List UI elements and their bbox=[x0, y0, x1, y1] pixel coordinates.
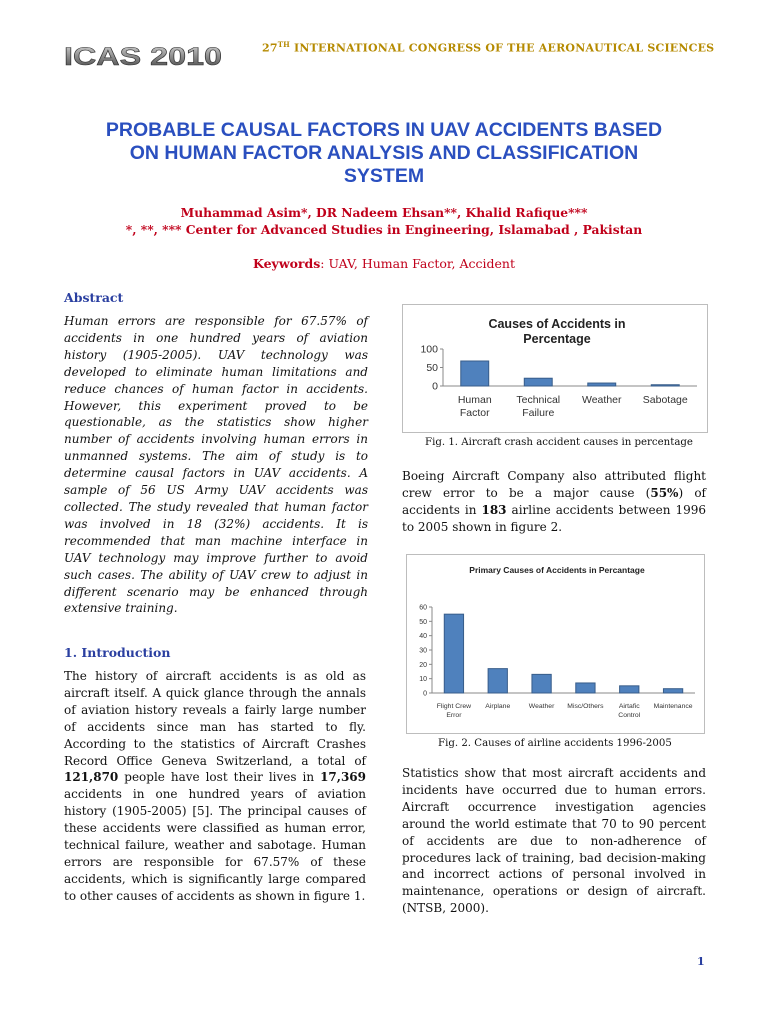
fig1-category-label: Technical bbox=[516, 394, 561, 406]
figure-2-caption: Fig. 2. Causes of airline accidents 1996-2005 bbox=[438, 738, 672, 749]
fig2-bar bbox=[532, 674, 551, 693]
fig2-category-label: Weather bbox=[528, 703, 555, 710]
fig1-bar bbox=[524, 378, 552, 386]
affiliation: *, **, *** Center for Advanced Studies in Engineering, Islamabad , Pakistan bbox=[125, 222, 643, 237]
fig1-bar bbox=[651, 385, 679, 386]
intro-text-2: people have lost their lives in bbox=[118, 770, 321, 785]
fig2-bar bbox=[444, 614, 463, 693]
fig2-y-tick-label: 10 bbox=[419, 676, 427, 684]
fig1-category-label: Failure bbox=[522, 407, 555, 419]
fig2-y-tick-label: 20 bbox=[419, 661, 427, 669]
fig2-y-tick-label: 60 bbox=[419, 604, 427, 612]
abstract-heading: Abstract bbox=[64, 290, 124, 305]
fig2-category-label: Maintenance bbox=[653, 703, 693, 710]
statistics-paragraph: Statistics show that most aircraft accidents and incidents have occurred due to human errors. Aircraft occurrence investigation agencies around the world estimate that 70 to 90 percent of accidents are due to non-adherence of procedures lack of training, bad decision-making and incorrect actions of personal involved in maintenance, operations or design of aircraft. (NTSB, 2000). bbox=[402, 766, 706, 916]
page-number: 1 bbox=[697, 955, 705, 968]
fig2-bar bbox=[576, 683, 595, 693]
boeing-paragraph bbox=[402, 468, 706, 536]
fig2-y-tick-label: 30 bbox=[419, 647, 427, 655]
fig2-category-label: Flight Crew bbox=[436, 703, 472, 710]
icas-logo bbox=[64, 44, 224, 68]
fig2-bar bbox=[663, 689, 682, 693]
figure-1-chart bbox=[402, 304, 708, 433]
fig1-category-label: Human bbox=[457, 394, 492, 406]
fig2-category-label: Misc/Others bbox=[567, 703, 604, 710]
fig1-bar bbox=[461, 361, 489, 386]
conference-name bbox=[262, 40, 714, 55]
paper-title bbox=[40, 119, 728, 188]
paper-title-line-2: ON HUMAN FACTOR ANALYSIS AND CLASSIFICATION bbox=[129, 142, 639, 164]
conference-title: INTERNATIONAL CONGRESS OF THE AERONAUTICAL SCIENCES bbox=[289, 41, 715, 55]
fig2-category-label: Control bbox=[618, 712, 641, 719]
fig1-category-label: Factor bbox=[459, 407, 490, 419]
paper-title-line-3: SYSTEM bbox=[343, 165, 425, 187]
fig1-y-tick-label: 0 bbox=[432, 380, 438, 393]
keywords-value: : UAV, Human Factor, Accident bbox=[320, 256, 515, 271]
logo-text: ICAS 2010 bbox=[64, 44, 222, 68]
figure-2-chart bbox=[406, 554, 705, 734]
fig2-bar bbox=[620, 686, 639, 693]
paper-title-line-1: PROBABLE CAUSAL FACTORS IN UAV ACCIDENTS BASED bbox=[105, 119, 663, 141]
fig2-y-tick-label: 40 bbox=[419, 633, 427, 641]
intro-accidents-count: 17,369 bbox=[320, 770, 366, 785]
fig2-bar bbox=[488, 669, 507, 693]
boeing-text-1: Boeing Aircraft Company also attributed flight crew error to be a major cause ( bbox=[402, 469, 706, 500]
intro-text-1: The history of aircraft accidents is as old as aircraft itself. A quick glance through the annals of aviation history reveals a fairly large number of accidents since man has started to fly. According to the statistics of Aircraft Crashes Record Office Geneva Switzerland, a total of bbox=[64, 669, 366, 768]
boeing-text-2: ) of accidents in bbox=[402, 485, 706, 517]
keywords-label: Keywords bbox=[253, 256, 321, 271]
fig2-title-line: Primary Causes of Accidents in Percantage bbox=[469, 565, 645, 575]
boeing-text-3: airline accidents between 1996 to 2005 shown in figure 2. bbox=[402, 502, 707, 534]
boeing-accident-count: 183 bbox=[481, 502, 507, 517]
conference-ordinal-suffix: TH bbox=[277, 40, 290, 49]
abstract-text: Human errors are responsible for 67.57% of accidents in one hundred years of aviation history (1905-2005). UAV technology was developed to eliminate human limitations and reduce chances of human factor in accidents. However, this experiment proved to be questionable, as the statistics show higher number of accidents involving human errors in unmanned systems. The aim of study is to determine causal factors in UAV accidents. A sample of 56 US Army UAV accidents was collected. The study revealed that human factor was involved in 18 (32%) accidents. It is recommended that man machine interface in UAV technology may improve further to avoid such cases. The ability of UAV crew to adjust in different scenario may be enhanced through extensive training. bbox=[64, 314, 368, 616]
fig2-category-label: Airtafic bbox=[618, 703, 640, 710]
fig1-title-line: Percentage bbox=[523, 332, 591, 346]
keywords bbox=[40, 256, 728, 271]
fig2-category-label: Error bbox=[446, 712, 462, 719]
fig1-category-label: Sabotage bbox=[642, 394, 688, 406]
intro-deaths-count: 121,870 bbox=[64, 770, 119, 785]
authors: Muhammad Asim*, DR Nadeem Ehsan**, Khalid Rafique*** bbox=[180, 205, 588, 220]
fig2-category-label: Airplane bbox=[485, 703, 511, 710]
introduction-paragraph bbox=[64, 668, 366, 905]
fig1-title-line: Causes of Accidents in bbox=[488, 317, 626, 331]
intro-text-3: accidents in one hundred years of aviation history (1905-2005) [5]. The principal causes of these accidents were classified as human error, technical failure, weather and sabotage. Human errors are responsible for 67.57% of these accidents, which is significantly large compared to other causes of accidents as shown in figure 1. bbox=[64, 787, 366, 903]
introduction-heading: 1. Introduction bbox=[64, 645, 171, 660]
fig2-y-tick-label: 50 bbox=[419, 618, 427, 626]
fig1-bar bbox=[588, 383, 616, 386]
fig1-category-label: Weather bbox=[582, 394, 622, 406]
fig2-y-tick-label: 0 bbox=[423, 690, 427, 698]
boeing-percent: 55% bbox=[650, 485, 679, 500]
conference-ordinal: 27 bbox=[262, 41, 278, 55]
fig1-y-tick-label: 50 bbox=[426, 362, 438, 375]
fig1-y-tick-label: 100 bbox=[420, 343, 438, 356]
figure-1-caption: Fig. 1. Aircraft crash accident causes in percentage bbox=[425, 437, 693, 448]
